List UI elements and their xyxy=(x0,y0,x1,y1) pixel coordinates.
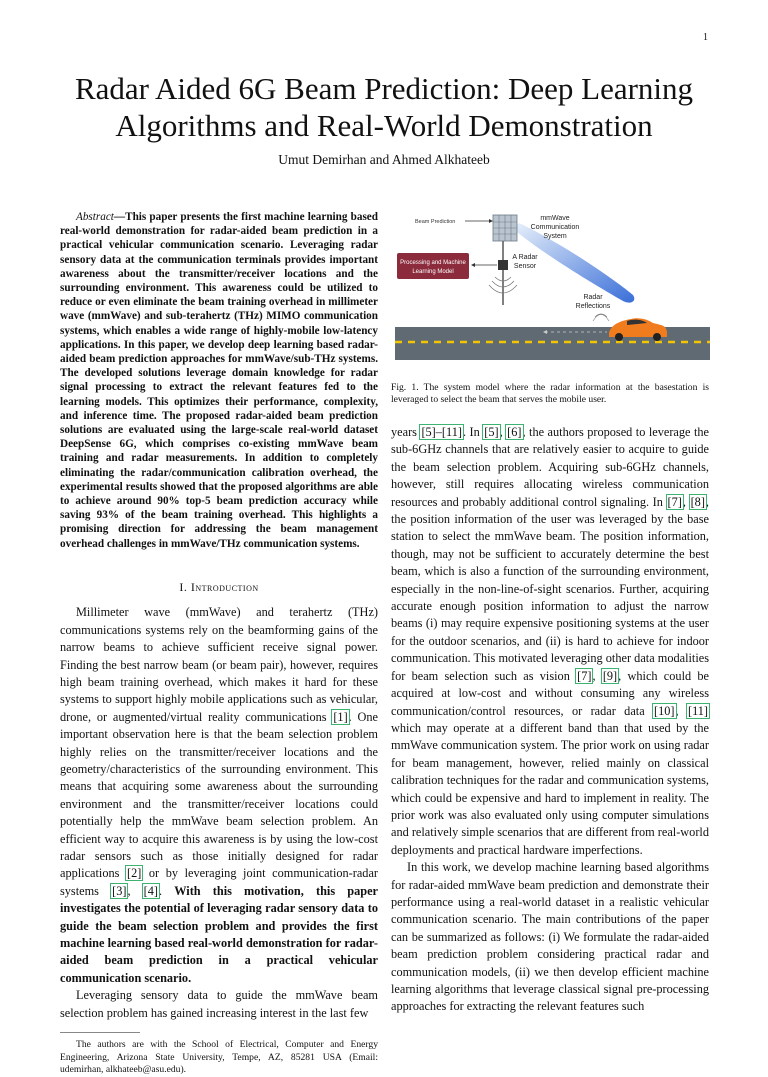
intro-paragraph-2: Leveraging sensory data to guide the mmWave beam selection problem has gained increasing interest in the last few xyxy=(60,988,378,1020)
citation-link[interactable]: [9] xyxy=(602,668,618,683)
body-text: , xyxy=(682,494,690,509)
radar-sensor-label-1: A Radar xyxy=(512,254,538,261)
authors: Umut Demirhan and Ahmed Alkhateeb xyxy=(278,152,490,167)
reflections-label-1: Radar xyxy=(583,294,603,301)
right-paragraph-2: In this work, we develop machine learning based algorithms for radar-aided mmWave beam prediction and demonstrate their performance using a real-world dataset in a realistic vehicular communication scenario. The main contributions of the paper can be summarized as follows: (i) We formulate the radar-aided beam prediction problem considering practical radar and communication models, (ii) we then develop efficient machine learning algorithms that leverage classical signal pre-processing approaches for extracting the relevant features such xyxy=(391,860,709,1014)
citation-link[interactable]: [5]–[11] xyxy=(421,425,462,439)
right-column xyxy=(391,424,709,1016)
body-text: , the position information of the user was leveraged by the base station to select the mmWave beam. The position information, though, may not be sufficient to accurately determine the best beam, which is also a function of the surrounding environment, especially in the non-line-of-sight scenarios. Further, acquiring accurate enough position information to adjust the narrow beams (i) may require expensive positioning systems at the user for the outdoor scenarios, and (ii) is hard to achieve for indoor communication. This motivated leveraging other data modalities for beam selection such as vision xyxy=(391,494,709,683)
antenna-array-icon xyxy=(493,215,517,241)
intro-text: . One important observation here is that the beam selection problem highly relies on the transmitter/receiver locations and the geometry/characteristics of the surrounding environment. This means that acquiring some awareness about the surrounding environment and the transmitter/receiver locations could potentially help the mmWave beam selection problem. An efficient way to acquire this awareness is by using the low-cost radar sensors such as those initially designed for radar applications xyxy=(60,709,379,881)
body-text: years xyxy=(391,425,421,439)
mmwave-label-2: Communication xyxy=(530,224,580,231)
abstract-label: Abstract xyxy=(76,211,114,223)
beam-prediction-label: Beam Prediction xyxy=(415,219,456,225)
abstract xyxy=(60,210,378,551)
processing-box xyxy=(397,253,469,279)
section-title: Introduction xyxy=(190,579,259,594)
citation-link[interactable]: [2] xyxy=(127,866,142,881)
intro-text: , xyxy=(127,883,143,898)
reflections-label-2: Reflections xyxy=(575,303,611,310)
citation-link[interactable]: [10] xyxy=(654,703,675,718)
body-text: , which could be acquired at low-cost and without consuming any wireless communication/control resources, or radar data xyxy=(391,668,710,718)
right-paragraph-1 xyxy=(391,424,709,859)
figure-caption: Fig. 1. The system model where the radar information at the basestation is leveraged to select the beam that serves the mobile user. xyxy=(391,381,709,406)
body-text: , xyxy=(499,425,507,439)
paper-title: Radar Aided 6G Beam Prediction: Deep Learning Algorithms and Real-World Demonstration xyxy=(74,71,694,143)
abstract-text: —This paper presents the first machine learning based real-world demonstration for radar-aided beam prediction in a practical vehicular communication scenario. Leveraging radar sensory data at the communication terminals provides important awareness about the transmitter/receiver locations and the surrounding environment. This awareness could be utilized to reduce or even eliminate the beam training overhead in millimeter wave (mmWave) and sub-terahertz (THz) MIMO communication systems, which enables a wide range of highly-mobile low-latency applications. In this paper, we develop deep learning based radar-aided beam prediction approaches for mmWave/sub-THz systems. The developed solutions leverage domain knowledge for radar signal processing to extract the relevant features fed to the learning models. This optimizes their performance, complexity, and inference time. The proposed radar-aided beam prediction solutions are evaluated using the large-scale real-world dataset DeepSense 6G, which comprises co-existing mmWave beam training and radar measurements. In addition to completely eliminating the radar/communication calibration overhead, the experimental results showed that the proposed algorithms are able to achieve around 90% top-5 beam prediction accuracy while saving 93% of the beam training overhead. This highlights a promising direction for addressing the beam management overhead challenges in mmWave/THz communication systems. xyxy=(60,211,378,550)
mmwave-label-1: mmWave xyxy=(540,215,570,222)
body-text: which may operate at a different band than that used by the mmWave communication system. The prior work on using radar for beam management, however, relied mainly on classical calibration techniques for the radar and communication systems, which could be expensive and hard to implement in reality. The prior work was also evaluated only using computer simulations and relatively simple scenarios that are different from real-world deployments and practical hardware imperfections. xyxy=(391,720,709,857)
left-column xyxy=(60,210,378,1077)
citation-link[interactable]: [3] xyxy=(112,883,127,898)
citation-link[interactable]: [7] xyxy=(577,668,592,683)
body-text: . In xyxy=(462,425,484,439)
citation-link[interactable]: [11] xyxy=(687,703,708,718)
footnote-divider xyxy=(60,1032,140,1033)
intro-text: or by leveraging joint communication-radar systems xyxy=(60,866,379,898)
radar-sensor-icon xyxy=(498,260,508,270)
body-text: , xyxy=(675,703,687,718)
footnote: The authors are with the School of Electrical, Computer and Energy Engineering, Arizona State University, Tempe, AZ, 85281 USA (Email: udemirhan, alkhateeb@asu.edu). xyxy=(60,1039,378,1076)
mmwave-label-3: System xyxy=(543,233,567,240)
processing-label-1: Processing and Machine xyxy=(400,260,466,266)
citation-link[interactable]: [8] xyxy=(690,494,705,509)
citation-link[interactable]: [6] xyxy=(507,425,522,439)
body-text: , the authors proposed to leverage the sub-6GHz channels that are relatively easier to acquire to guide the beam selection problem. Acquiring sub-6GHz channels, however, still requires allocating wireless communication resources and probably additional control signaling. In xyxy=(391,425,709,509)
intro-paragraph-1 xyxy=(60,604,378,987)
section-number: I. xyxy=(179,579,188,594)
intro-text: Millimeter wave (mmWave) and terahertz (THz) communications systems rely on the beamforming gains of the narrow beams to achieve sufficient receive signal power. Finding the best narrow beam (or beam pair), however, requires high beam training overhead, which makes it hard for these systems to support highly mobile applications such as vehicular, drone, or augmented/virtual reality communications xyxy=(60,605,378,724)
citation-link[interactable]: [1] xyxy=(333,709,348,724)
radar-sensor-label-2: Sensor xyxy=(513,263,537,270)
intro-text: . xyxy=(159,883,175,898)
body-text: , xyxy=(592,668,602,683)
citation-link[interactable]: [7] xyxy=(667,494,682,509)
page-number: 1 xyxy=(703,32,708,43)
citation-link[interactable]: [5] xyxy=(484,425,499,439)
section-heading xyxy=(60,579,378,596)
processing-label-2: Learning Model xyxy=(412,269,454,275)
intro-bold-text: With this motivation, this paper investigates the potential of leveraging radar sensory data to guide the beam selection problem and provides the first machine learning based real-world demonstration for radar-aided beam prediction in a practical vehicular communication scenario. xyxy=(60,883,378,985)
reflection-waves-icon xyxy=(593,314,609,321)
citation-link[interactable]: [4] xyxy=(143,883,158,898)
system-model-figure xyxy=(395,205,710,360)
